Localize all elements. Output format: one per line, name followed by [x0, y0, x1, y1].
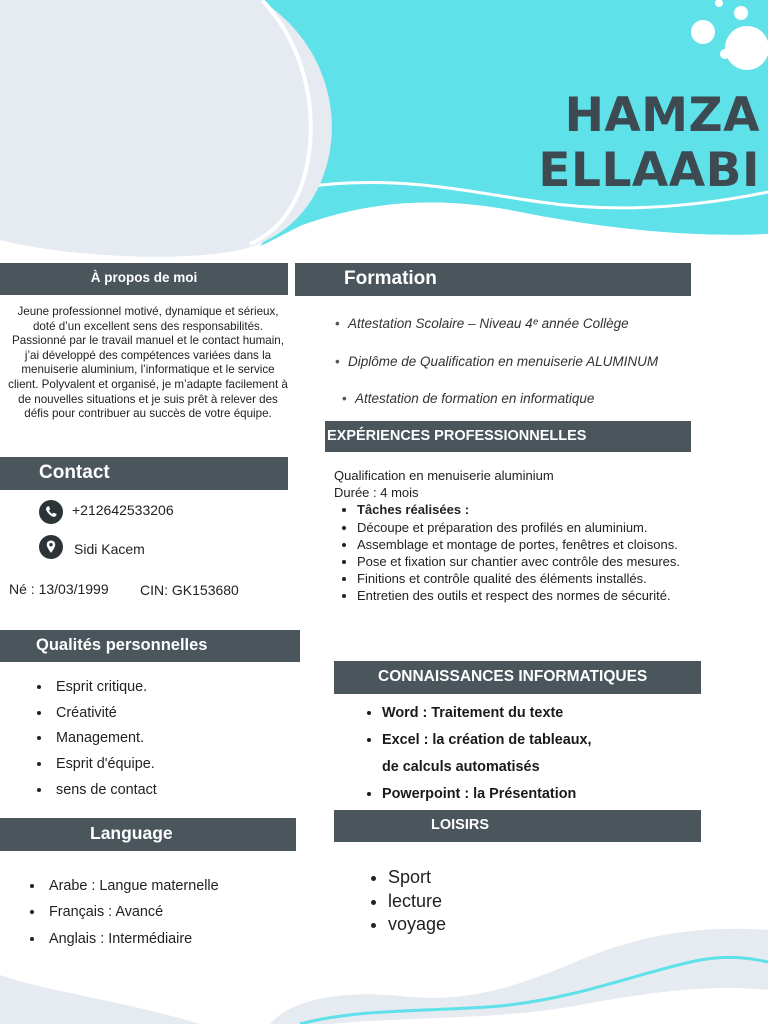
contact-cin: CIN: GK153680 — [140, 582, 239, 598]
quality-item: • Esprit critique. — [52, 675, 292, 701]
hobbies-title-bar — [334, 810, 701, 842]
task-item: • Finitions et contrôle qualité des éléments installés. — [357, 570, 764, 587]
about-text: Jeune professionnel motivé, dynamique et sérieux, doté d’un excellent sens des responsabilités. Passionné par le travail manuel et le contact humain, j’ai développé des compétences variées dans la menuiserie aluminium, l’informatique et le service client. Polyvalent et organisé, je m’adapte facilement à de nouvelles situations et je suis prêt à relever des défis pour contribuer au succès de votre équipe. — [8, 305, 288, 421]
computer-skills-title: CONNAISSANCES INFORMATIQUES — [378, 668, 648, 685]
task-item: • Assemblage et montage de portes, fenêtres et cloisons. — [357, 536, 764, 553]
tasks-label: • Tâches réalisées : — [357, 501, 764, 518]
formation-item: • Attestation Scolaire – Niveau 4ᵉ année Collège — [348, 316, 629, 331]
about-title: À propos de moi — [90, 270, 198, 285]
task-item: • Entretien des outils et respect des normes de sécurité. — [357, 587, 764, 604]
contact-title: Contact — [39, 462, 110, 483]
phone-icon — [39, 500, 63, 524]
computer-skills-list — [365, 700, 755, 808]
language-title-bar — [0, 818, 296, 851]
qualities-title: Qualités personnelles — [36, 636, 208, 654]
formation-item: • Attestation de formation en informatique — [355, 391, 594, 406]
language-item: • Français : Avancé — [45, 899, 328, 925]
about-title-bar — [0, 263, 288, 295]
hobby-item: • lecture — [388, 890, 571, 914]
computer-skills-title-bar — [334, 661, 701, 694]
skill-item: • Excel : la création de tableaux, — [382, 727, 755, 754]
experience-title: EXPÉRIENCES PROFESSIONNELLES — [327, 428, 587, 444]
experience-duration: Durée : 4 mois — [334, 485, 419, 501]
qualities-title-bar — [0, 630, 300, 662]
quality-item: • Esprit d'équipe. — [52, 752, 292, 778]
formation-title: Formation — [344, 268, 437, 289]
quality-item: • Management. — [52, 726, 292, 752]
language-title: Language — [90, 823, 173, 843]
qualities-list — [52, 675, 292, 804]
contact-city: Sidi Kacem — [74, 541, 145, 557]
hobby-item: • Sport — [388, 866, 571, 890]
contact-title-bar — [0, 457, 288, 490]
quality-item: • sens de contact — [52, 778, 292, 804]
formation-title-bar — [295, 263, 691, 296]
experience-title-bar — [325, 421, 691, 452]
contact-phone: +212642533206 — [72, 502, 174, 518]
language-item: • Anglais : Intermédiaire — [45, 926, 328, 952]
skill-item: • Word : Traitement du texte — [382, 700, 755, 727]
experience-role: Qualification en menuiserie aluminium — [334, 468, 554, 483]
quality-item: • Créativité — [52, 701, 292, 727]
experience-block — [334, 467, 764, 605]
skill-item-continuation: de calculs automatisés — [382, 759, 540, 775]
contact-birth: Né : 13/03/1999 — [9, 581, 109, 597]
task-item: • Pose et fixation sur chantier avec contrôle des mesures. — [357, 553, 764, 570]
hobby-item: • voyage — [388, 913, 571, 937]
language-list — [28, 873, 328, 952]
location-pin-icon — [39, 535, 63, 559]
task-item: • Découpe et préparation des profilés en aluminium. — [357, 519, 764, 536]
formation-item: • Diplôme de Qualification en menuiserie ALUMINUM — [348, 354, 658, 369]
hobbies-title: LOISIRS — [431, 817, 490, 833]
candidate-name: HAMZA ELLAABI — [538, 88, 760, 198]
language-item: • Arabe : Langue maternelle — [45, 873, 328, 899]
bottom-left-blob — [0, 975, 200, 1024]
skill-item: • Powerpoint : la Présentation — [382, 781, 755, 808]
hobbies-list — [371, 866, 571, 937]
